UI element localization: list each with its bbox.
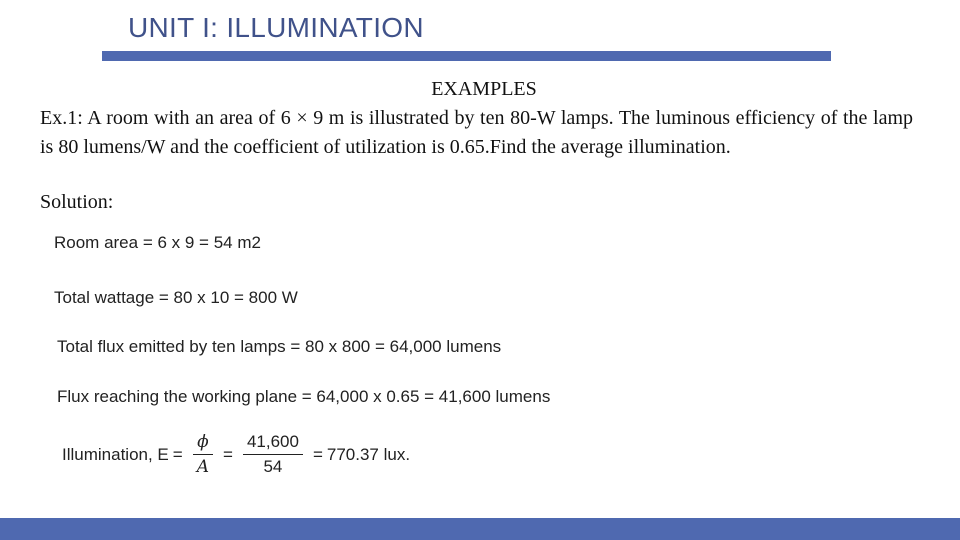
fraction-numerator: 41,600: [243, 432, 303, 455]
title-underline: [102, 51, 831, 61]
step-total-wattage: Total wattage = 80 x 10 = 800 W: [54, 288, 298, 307]
area-symbol: A: [196, 457, 209, 477]
fraction-denominator: 54: [263, 457, 283, 476]
solution-label: Solution:: [40, 191, 114, 213]
flux-symbol: ϕ: [193, 432, 213, 455]
numeric-fraction: [243, 432, 303, 477]
footer-bar: [0, 518, 960, 540]
step-total-flux: Total flux emitted by ten lamps = 80 x 800 = 64,000 lumens: [57, 337, 502, 356]
step-flux-working-plane: Flux reaching the working plane = 64,000 x 0.65 = 41,600 lumens: [57, 387, 551, 406]
equals-sign: =: [172, 444, 183, 464]
flux-over-area-fraction: [193, 432, 213, 477]
illumination-equation: [62, 432, 410, 477]
slide-title: UNIT I: ILLUMINATION: [128, 12, 424, 43]
step-room-area: Room area = 6 x 9 = 54 m2: [54, 233, 261, 252]
equals-sign: =: [312, 444, 323, 464]
illumination-label: Illumination, E: [62, 444, 169, 464]
section-heading: EXAMPLES: [431, 78, 537, 100]
equals-sign: =: [223, 444, 233, 464]
problem-statement: Ex.1: A room with an area of 6 × 9 m is illustrated by ten 80-W lamps. The luminous efficiency of the lamp is 80 lumens/W and the coefficient of utilization is 0.65.Find the average illumination.: [40, 107, 913, 158]
illumination-result: 770.37 lux.: [326, 444, 411, 464]
